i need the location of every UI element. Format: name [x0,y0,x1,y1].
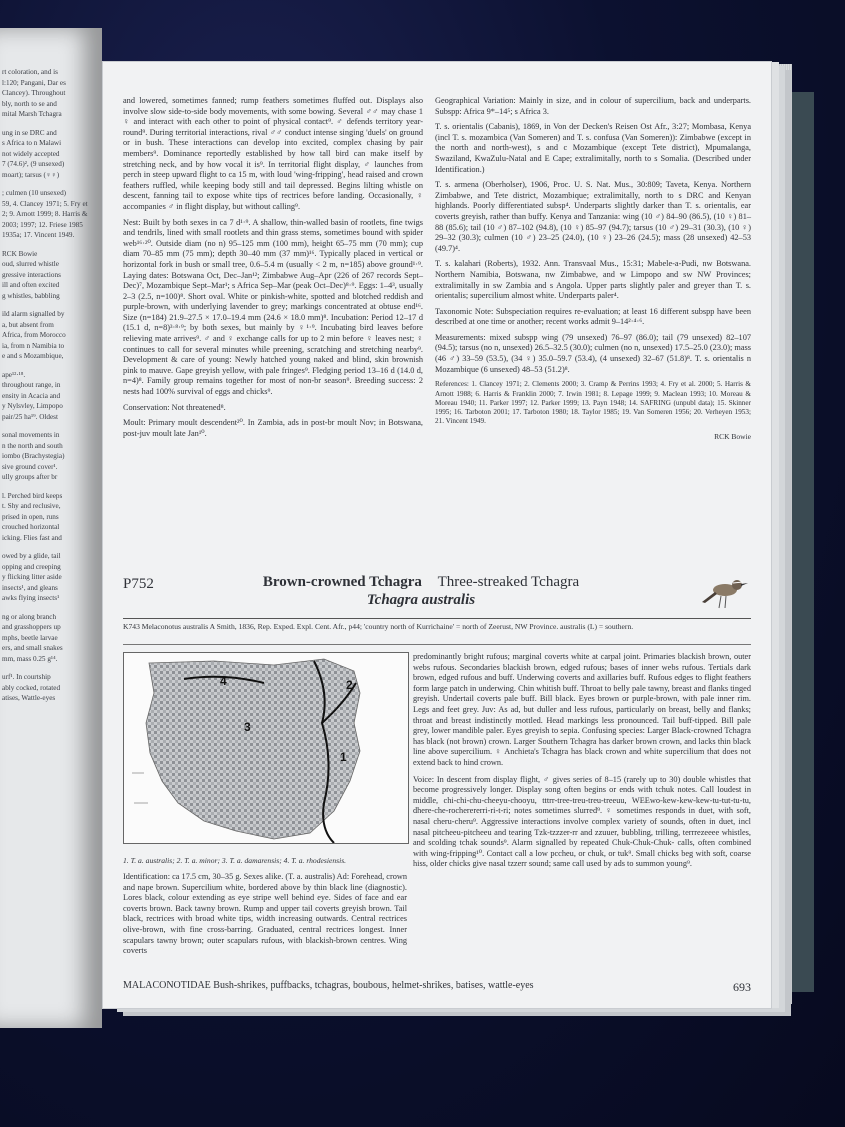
left-page-line: pair/25 ha¹⁹. Oldest [2,412,58,421]
left-page-line: ill and often excited [2,281,60,289]
map-label-3: 3 [244,720,251,734]
book-cover-edge [792,92,814,992]
scientific-name: Tchagra australis [366,592,476,608]
alternate-name: Three-streaked Tchagra [437,574,580,590]
map-label-4: 4 [220,674,227,688]
left-page-line: y Nylsvley, Limpopo [2,402,63,410]
geographical-variation: Geographical Variation: Mainly in size, and in colour of supercilium, back and underparts. Subspp: Africa 9*–14⁵; s Africa 3. [435,96,751,116]
common-name: Brown-crowned Tchagra [262,574,422,590]
left-page-line: iombo (Brachystegia) [2,452,65,460]
upper-right-column [435,96,751,442]
page-edges [770,64,792,1004]
left-page-line: ensity in Acacia and [2,391,61,400]
plumage-description: predominantly bright rufous; marginal coverts white at carpal joint. Primaries blackish brown, outer webs rufous. Secondaries blackish brown, edged rufous; bases of inner webs rufous. Tertials dark brown, edged rufous and buff. Underwing coverts and axillaries buff. Rufous edges to flight feathers form large patch in underwing. Chin whitish buff. Throat to belly pale tawny, breast and flanks tinged greyish. Undertail coverts pale buff. Bill black. Eyes brown or purple-brown, with pale inner rim. Legs and feet grey. Juv: As ad, but duller and less rufous, particularly on breast, belly and flanks; throat and breast indistinctly mottled. Head markings less pronounced. Tail buff-tipped. Bill pale grey, lower mandible paler. Eyes greyish to sepia. Confusing species: Larger Black-crowned Tchagra has black (not brown) crown. Larger Southern Tchagra has darker brown crown, and lacks thin black line above supercilium. ♀ Anchieta's Tchagra has black crown and white supercilium that does not extend back to hind crown. [413,652,751,767]
species-header [123,574,751,614]
left-page-line: mital Marsh Tchagra [2,110,62,118]
distribution-map-svg [124,653,408,843]
right-page [103,62,771,1008]
left-page-line: 1935a; 17. Vincent 1949. [2,231,75,239]
lower-right-column [413,652,751,876]
left-page-line: RCK Bowie [2,249,38,258]
left-page-line: ape¹²·¹⁸. [2,370,26,379]
subsp-orientalis: T. s. orientalis (Cabanis), 1869, in Von der Decken's Reisen Ost Afr., 3:27; Mombasa, Kenya (incl T. s. mozambica (Van Someren) and T. s. confusa (Van Someren)): Zimbabwe (except in the north and north-west), s and c Mozambique (except Tete district), Mpumalanga, Swaziland, KwaZulu-Natal and E Cape; extralimitally, north to s Somalia. (Described under Identification.) [435,122,751,174]
header-rule [123,618,751,619]
left-page-line: e and s Mozambique, [2,352,64,360]
left-page-line: g whistles, babbling [2,291,60,300]
left-page-line: ers, and small snakes [2,644,63,652]
display-paragraph: and lowered, sometimes fanned; rump feathers sometimes fluffed out. Displays also involve slow side-to-side body movements, with some bowing. Several ♂♂ may chase 1 ♀ and interact with each other to point of physical contact⁹. ♂ defends territory year-round⁹. During territorial interactions, rival ♂♂ conduct intense singing 'duels' on ground or in bush. These interactions can develop into excited, complex chasing by pair members⁹. Dominance reportedly established by how tall bird can make itself by stretching neck, and by how vocal it is⁹. In territorial flight display, ♂ launches from perch in steep upward flight to ca 15 m, with loud 'wing-fripping', head raised and crown feathers ruffled, while keeping body still and tail depressed. Begins lilting whistle on descent, fanning tail to expose white tips of rectrices before landing. Occasionally, ♀ accompanies ♂ in flight display, but without calling⁹. [123,96,423,211]
left-page-line: owed by a glide, tail [2,552,61,560]
left-page-line: n the north and south [2,441,63,450]
left-page-line: t. Shy and reclusive, [2,502,61,510]
left-page-text [2,68,94,705]
subsp-kalahari: T. s. kalahari (Roberts), 1932. Ann. Transvaal Mus., 15:31; Mabele-a-Pudi, nw Botswana. Northern Namibia, Botswana, nw Zimbabwe, and w Limpopo and sw NW Provinces; extralimitally in sw Zambia and s Angola. Upper parts slightly paler and greyer than T. s. orientalis; supercilium almost white. Underparts paler⁴. [435,259,751,301]
moult-paragraph: Moult: Primary moult descendent²⁰. In Zambia, ads in post-br moult Nov; in Botswana, post-juv moult late Jan¹⁰. [123,418,423,438]
left-page-line: ably cocked, rotated [2,683,61,692]
left-page-line: insects¹, and gleans [2,583,58,592]
left-page-line: icking. Flies fast and [2,533,62,542]
taxonomic-note: Taxonomic Note: Subspeciation requires re-evaluation; at least 16 different subspp have been described at one time or another; recent works admit 9–14²·⁴·⁶. [435,306,751,327]
family-running-title: MALACONOTIDAE Bush-shrikes, puffbacks, tchagras, boubous, helmet-shrikes, batises, wattle-eyes [123,980,534,991]
left-page-line: prised in open, runs [2,512,59,521]
left-page-line: ild alarm signalled by [2,310,65,318]
left-page-line: l. Perched bird keeps [2,491,63,500]
species-code: P752 [123,576,154,592]
left-page-line: urf¹. In courtship [2,673,51,681]
identification: Identification: ca 17.5 cm, 30–35 g. Sexes alike. (T. a. australis) Ad: Forehead, crown and nape brown. Supercilium white, bordered above by thin black line (diagnostic). Lores black, colour extending as eye stripe well behind eye. Sides of face and ear coverts brown. Back tawny brown. Rump and upper tail coverts greyish brown. Tail black, rectrices with broad white tips, width increasing outwards. Central rectrices olive-brown, with fine cross-barring. Graduated, central rectrices longest. Inner scapulars tawny brown; outer scapulars rufous, with blackish-brown centres. Wing coverts [123,872,407,956]
left-page-line: ung in se DRC and [2,128,57,137]
conservation-paragraph: Conservation: Not threatened⁸. [123,402,226,412]
left-page-line: ng or along branch [2,612,57,621]
left-page-line: sonal movements in [2,431,60,439]
left-page-line: 59, 4. Clancey 1971; 5. Fry et [2,199,88,208]
left-page-line: oud, slurred whistle [2,260,59,268]
left-page-line: not widely accepted [2,149,60,158]
upper-left-column [123,96,423,444]
left-page-line: Africa, from Morocco [2,331,66,339]
left-page-line: crouched horizontal [2,523,60,531]
left-page-line: l:120; Pangani, Dar es [2,78,66,87]
left-page-line: ully groups after br [2,473,58,481]
left-page-line: throughout range, in [2,381,61,389]
page-number: 693 [733,980,751,994]
left-page-line: rt coloration, and is [2,68,58,76]
left-page-line: bly, north to se and [2,99,57,108]
upper-columns [123,96,751,551]
bird-illustration-icon [699,572,751,612]
section-rule [123,644,751,645]
voice: Voice: In descent from display flight, ♂ gives series of 8–15 (rarely up to 30) double whistles that become progressively longer. Display song often begins or ends with tchuk notes. Call loudest in middle, chi-chi-chu-cheeyu-chooyu, tttrr-tree-treu-treu-treeuu, WEEwo-kew-kew-kew-tu-tut-tu-tu, dhere-che-rocherererri-ri-t-ri; notes sometimes slurred⁹. ♀ sometimes responds in duet, with soft, nasal cheru-cheru⁹. Aggressive interactions involve complex variety of sounds, often in duet, incl nasal pitcheeu-pitcheeu and tearing Tzk-tzzzer-rr and zzuuer, bubbling, trilling, terrrezeeee whistles, and scolding tchak sounds⁹. Alarm signalled by repeated Chuk-Chuk-Chuk- calls, often combined with wing-fripping¹⁰. Contact call a low pccheu, or chuk, or tuk⁹. Small chicks beg with soft, coarse hiss, older chicks give nasal tzzerr sound; same call used by ads to summon young⁹. [413,774,751,869]
lower-left-column [123,872,407,963]
left-page-line: mm, mass 0.25 g¹⁴. [2,654,58,663]
left-page-line: moart); tarsus (♀♀) [2,170,60,179]
page-footer [123,980,751,996]
type-reference: K743 Melaconotus australis A Smith, 1836, Rep. Exped. Expl. Cent. Afr., p44; 'country north of Kurrichaine' = north of Zeerust, NW Province. australis (L) = southern. [123,622,634,631]
left-page-line: atises, Wattle-eyes [2,694,56,702]
measurements: Measurements: mixed subspp wing (79 unsexed) 76–97 (86.0); tail (79 unsexed) 82–107 (94.5); tarsus (no n, unsexed) 26.5–32.5 (30.0); culmen (no n, unsexed) 17.5–25.0 (23.0); mass (46 ♂) 33–59 (53.5), (34 ♀) 35.0–59.7 (53.4), (4 unsexed) 32–67 (51.8)⁸. T. s. orientalis n Mozambique (6 unsexed) 48–53 (51.2)⁸. [435,332,751,374]
left-page-line: Clancey). Throughout [2,89,66,97]
left-page-line: ia, from n Namibia to [2,341,65,350]
left-page-line: and grasshoppers up [2,623,61,631]
left-page-line: awks flying insects¹ [2,594,60,602]
map-label-1: 1 [340,750,347,764]
coastline-detail [132,773,148,803]
species-names [211,574,631,591]
left-page-line: mphs, beetle larvae [2,633,58,642]
map-caption: 1. T. a. australis; 2. T. a. minor; 3. T. a. damarensis; 4. T. a. rhodesiensis. [123,856,347,865]
author-signature: RCK Bowie [714,431,751,441]
left-page-line: 2003; 1997; 12. Friese 1985 [2,220,83,229]
left-page-line: 2; 9. Arnott 1999; 8. Harris & [2,210,88,218]
left-page-line: sive ground cover¹. [2,462,58,471]
left-page-line: gressive interactions [2,270,61,279]
nest-paragraph: Nest: Built by both sexes in ca 7 d¹·⁹. A shallow, thin-walled basin of rootlets, fine twigs and tendrils, lined with small rootlets and thin grass stems, sometimes bound with spider web¹⁶·²⁰. Outside diam (no n) 95–125 mm (100 mm), height 65–75 mm (70 mm); cup diam 70–85 mm (75 mm); depth 30–40 mm (37 mm)¹⁶. Typically placed in vertical or horizontal fork in bush or small tree, 0.6–5.4 m (usually < 2 m, n=185) above ground¹·⁹. Laying dates: Botswana Oct, Dec–Jan¹²; Zimbabwe Aug–Apr (226 of 267 records Sept–Dec)⁷, Mozambique Sept–Mar¹; s Africa Sep–Mar (peak Oct–Dec)⁸·⁹. Eggs: 1–4³, usually 2–3 (2.5, n=100)⁸. Short oval. White or pinkish-white, spotted and blotched reddish and purple-brown, with underlying lavender to grey; markings concentrated at obtuse end¹⁶. Size (n=184) 21.9–27.5 × 17.0–19.4 mm (24.6 × 18.0 mm)⁸. Incubation: Period 12–17 d (15.1 d, n=8)³·⁸·⁹; by both sexes, but mainly by ♀¹·⁹. Incubating bird leaves before relieving mate arrives⁹. ♂ and ♀ exchange calls for up to 2 min before ♀ leaves nest; ♀ continues to call for several minutes while preening, scratching and stretching nearby⁹. Development & care of young: Newly hatched young naked and blind, skin brownish pink to mauve. Gape greyish yellow, with pale fringes⁹. Fledging period 13–16 d (14.0 d, n=4)⁸. Family group remains together for most of non-br season⁹. Breeding success: 2 nests had 100% survival of eggs and chicks⁹. [123,217,423,397]
distribution-map [123,652,409,844]
left-page-line: a, but absent from [2,320,54,329]
map-label-2: 2 [346,678,353,692]
left-page-line: 7 (74.6)², (9 unsexed) [2,160,65,168]
left-page-line: opping and creeping [2,562,61,571]
references: References: 1. Clancey 1971; 2. Clements 2000; 3. Cramp & Perrins 1993; 4. Fry et al. 2000; 5. Harris & Arnott 1988; 6. Harris & Franklin 2000; 7. Irwin 1981; 8. Lepage 1999; 9. Maclean 1993; 10. Moreau & Moreau 1940; 11. Parker 1997; 12. Parker 1999; 13. Payn 1948; 14. SAFRING (unpubl data); 15. Skinner 1995; 16. Tarboton 2001; 17. Tarboton 1980; 18. Taylor 1985; 19. Van Someren 1956; 20. Verheyen 1953; 21. Vincent 1949. [435,380,751,426]
left-page-line: s Africa to n Malawi [2,139,62,147]
left-page-line: y flicking litter aside [2,573,62,581]
subsp-armena: T. s. armena (Oberholser), 1906, Proc. U. S. Nat. Mus., 30:809; Taveta, Kenya. Northern Zimbabwe, and Tete district, Mozambique; extralimitally, north to s DRC and Kenyan highlands. Poorly differentiated subsp⁴. Underparts slightly darker than T. s. orientalis, ear coverts greyish, rather than buffy. Kenya and Tanzania: wing (10 ♂) 84–90 (86.5), (10 ♀) 81–88 (85.6); tail (10 ♂) 87–102 (94.8), (10 ♀) 85–97 (94.7); tarsus (10 ♂) 29–31 (30.3), (10 ♀) 29–32 (30.3); culmen (10 ♂) 23–25 (24.0), (10 ♀) 23–26 (24.5); mass (28 unsexed) 42–53 (49.7)⁴. [435,180,751,253]
left-page-line: ; culmen (10 unsexed) [2,189,67,197]
left-page [0,28,102,1028]
